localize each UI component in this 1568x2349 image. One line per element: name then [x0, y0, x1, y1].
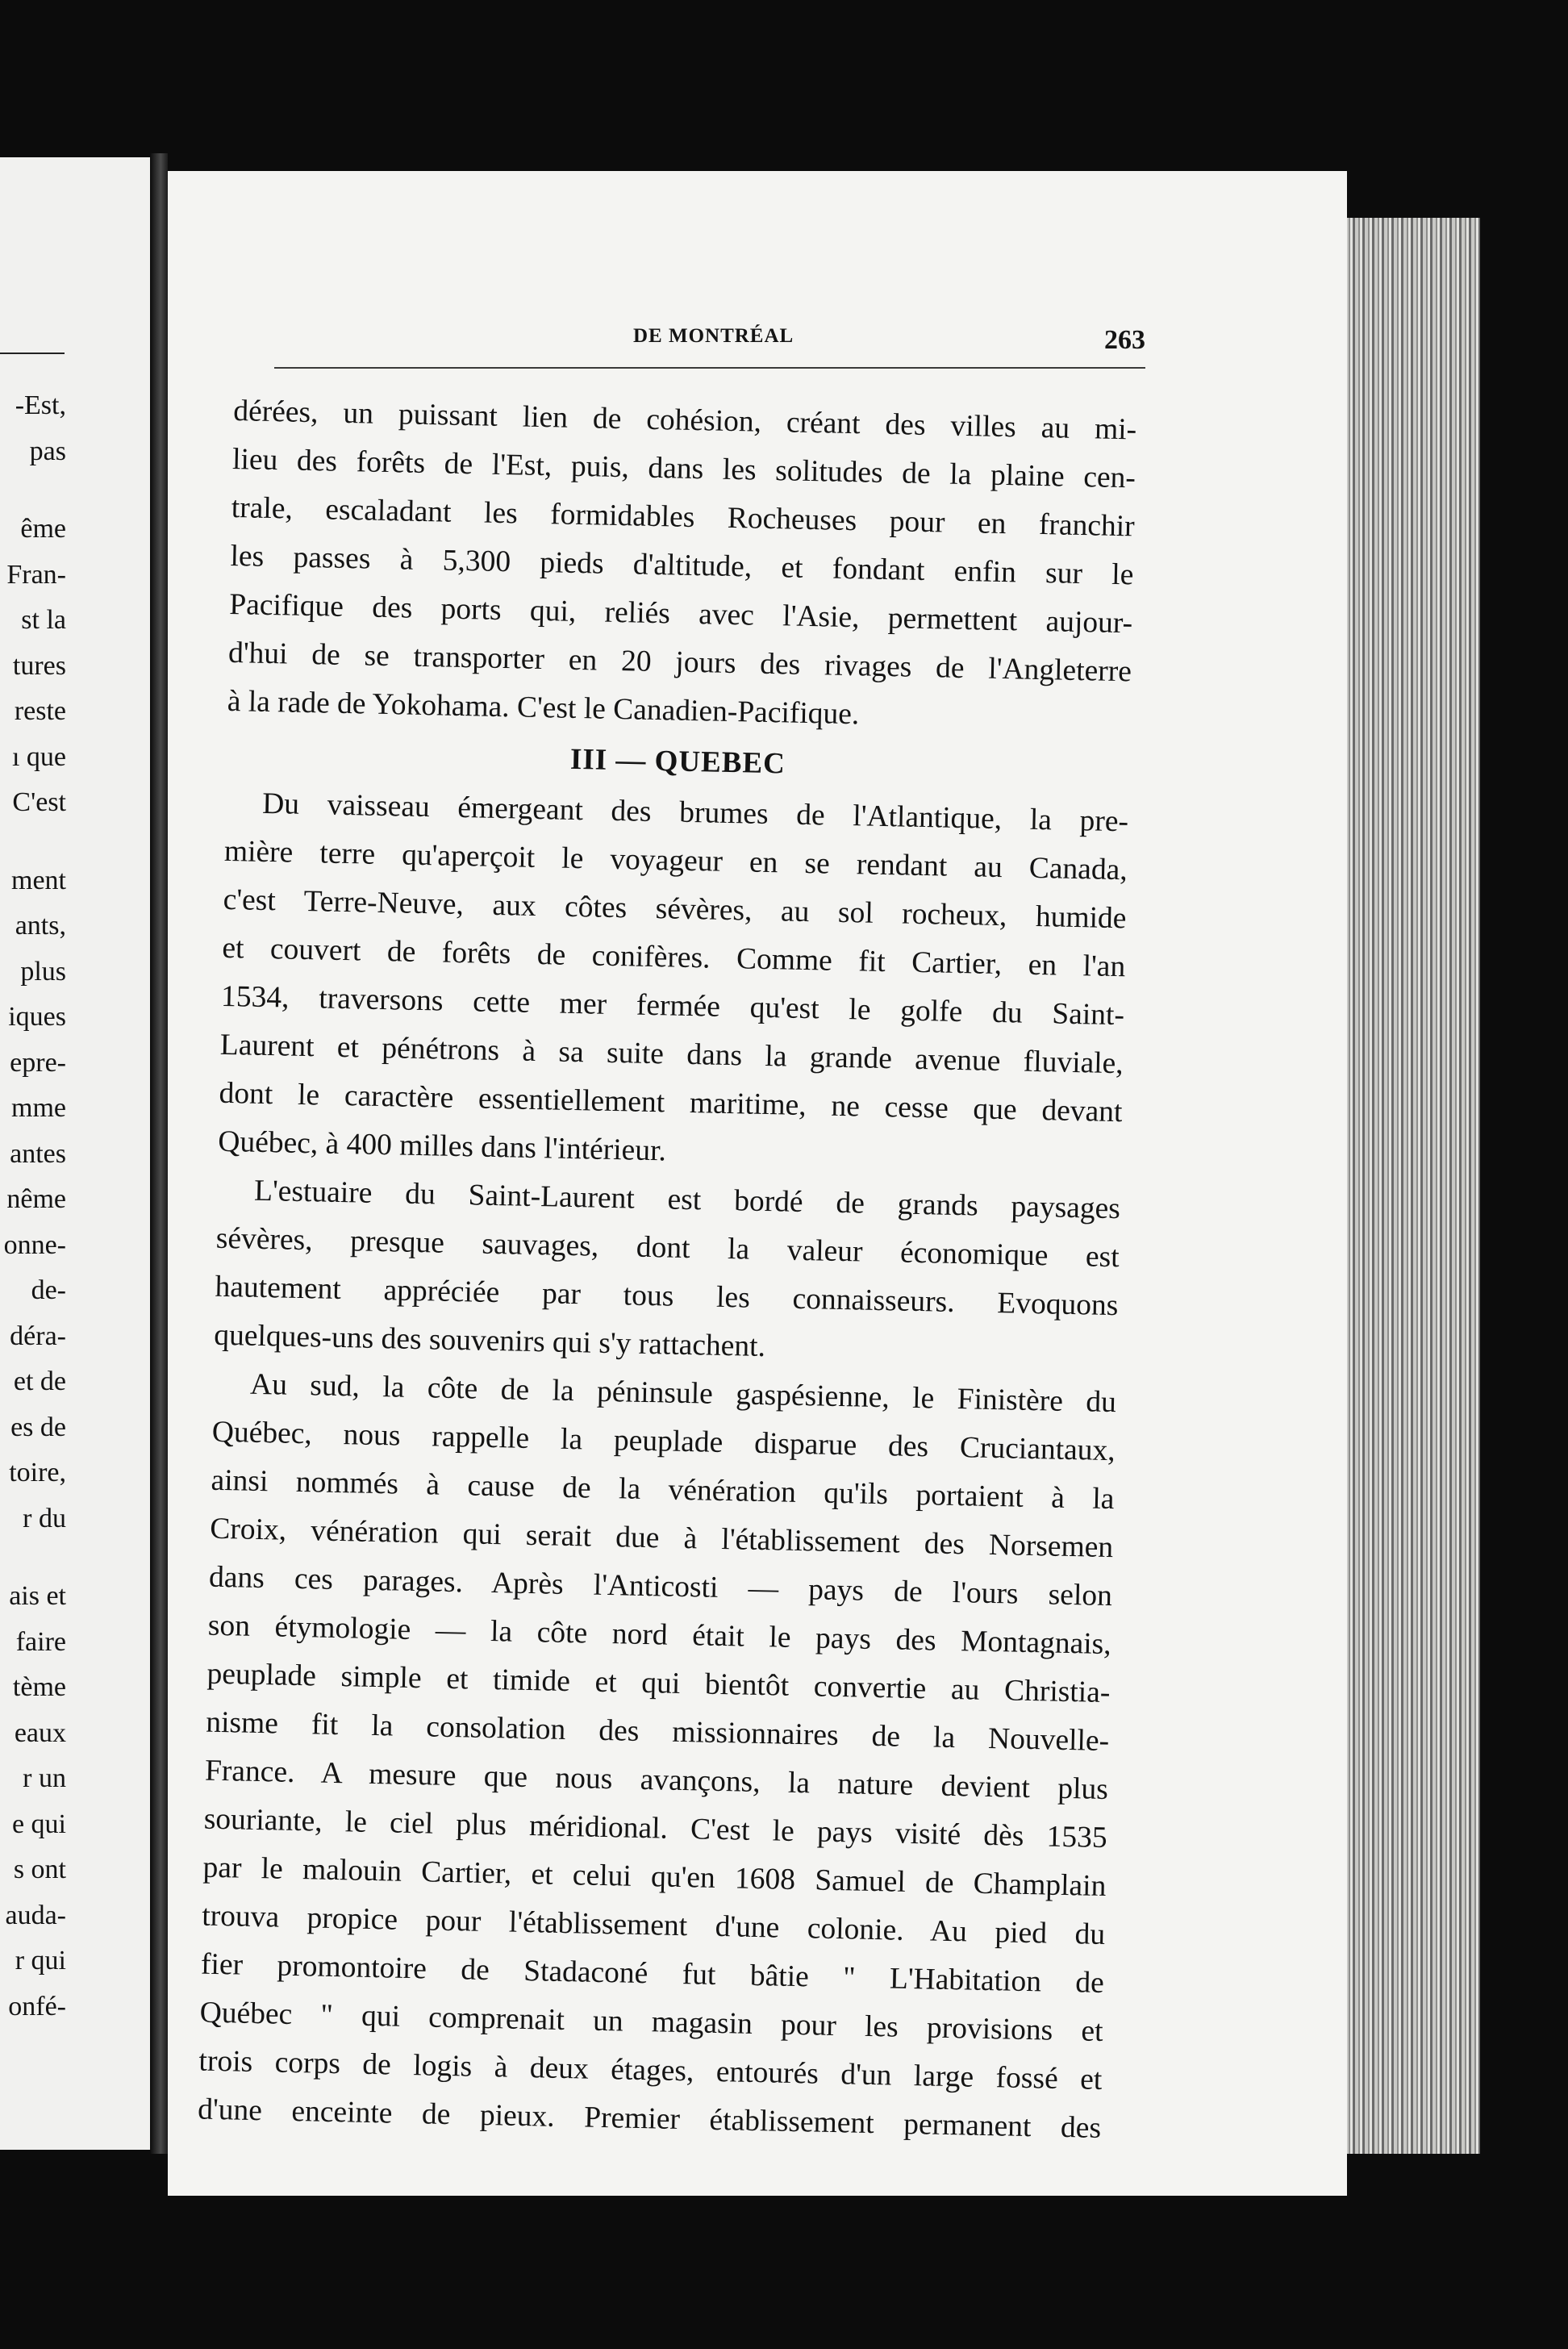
- text-line: Québec, à 400 milles dans l'intérieur.: [217, 1124, 667, 1168]
- text-line: Au sud, la côte de la péninsule gaspésienne, le Finistère du: [249, 1367, 1117, 1420]
- left-line: mme: [11, 1093, 66, 1123]
- text-line: Du vaisseau émergeant des brumes de l'Atlantique, la pre-: [261, 786, 1129, 839]
- text-line: Québec, nous rappelle la peuplade disparue des Cruciantaux,: [211, 1415, 1116, 1468]
- left-line: es de: [10, 1412, 66, 1442]
- left-line: tures: [12, 650, 66, 681]
- text-line: Québec " qui comprenait un magasin pour les provisions et: [199, 1996, 1103, 2049]
- book-gutter: [150, 153, 168, 2154]
- text-line: hautement appréciée par tous les connaisseurs. Evoquons: [215, 1270, 1119, 1323]
- left-line: -Est,: [15, 390, 66, 420]
- left-line-gap: [0, 826, 66, 858]
- text-line: dérées, un puissant lien de cohésion, créant des villes au mi-: [232, 394, 1137, 447]
- left-line: plus: [20, 956, 66, 987]
- left-line: ment: [11, 865, 66, 895]
- page-edges: [1343, 218, 1480, 2154]
- text-line: et couvert de forêts de conifères. Comme fit Cartier, en l'an: [222, 931, 1126, 984]
- text-line: dont le caractère essentiellement maritime, ne cesse que devant: [219, 1076, 1123, 1129]
- text-line: à la rade de Yokohama. C'est le Canadien-Pacifique.: [227, 684, 860, 732]
- text-line: dans ces parages. Après l'Anticosti — pays de l'ours selon: [208, 1560, 1113, 1613]
- left-line: antes: [10, 1138, 66, 1169]
- left-line: toire,: [9, 1458, 66, 1487]
- intro-paragraph: [227, 387, 1137, 745]
- text-line: d'hui de se transporter en 20 jours des rivages de l'Angleterre: [227, 636, 1132, 689]
- left-line: r un: [23, 1763, 66, 1793]
- left-line: ême: [20, 514, 66, 544]
- text-line: les passes à 5,300 pieds d'altitude, et fondant enfin sur le: [230, 539, 1134, 592]
- text-line: par le malouin Cartier, et celui qu'en 1608 Samuel de Champlain: [202, 1850, 1107, 1904]
- left-line: et de: [13, 1366, 66, 1396]
- paragraph-estuaire: [214, 1166, 1121, 1379]
- text-line: nisme fit la consolation des missionnaires de la Nouvelle-: [205, 1705, 1110, 1759]
- text-line: Pacifique des ports qui, reliés avec l'Asie, permettent aujour-: [228, 587, 1133, 640]
- left-line: nême: [6, 1184, 66, 1214]
- left-line: déra-: [10, 1321, 66, 1351]
- text-line: France. A mesure que nous avançons, la nature devient plus: [204, 1754, 1109, 1807]
- left-line: pas: [29, 436, 66, 466]
- running-head-title: DE MONTRÉAL: [633, 325, 794, 347]
- left-line: onfé-: [8, 1991, 66, 2021]
- text-line: trouva propice pour l'établissement d'une colonie. Au pied du: [201, 1899, 1106, 1952]
- left-line: ı que: [11, 741, 66, 772]
- left-line: reste: [14, 696, 66, 726]
- running-head: [274, 319, 1145, 369]
- text-line: d'une enceinte de pieux. Premier établissement permanent des: [197, 2092, 1102, 2145]
- left-line: s ont: [13, 1855, 66, 1884]
- text-line: trois corps de logis à deux étages, entourés d'un large fossé et: [198, 2044, 1103, 2097]
- text-line: lieu des forêts de l'Est, puis, dans les solitudes de la plaine cen-: [231, 442, 1136, 495]
- text-line: peuplade simple et timide et qui bientôt convertie au Christia-: [206, 1657, 1111, 1710]
- left-page-rule: [0, 353, 65, 354]
- left-line: C'est: [12, 787, 66, 817]
- text-line: fier promontoire de Stadaconé fut bâtie " L'Habitation de: [200, 1947, 1105, 2001]
- text-line: Croix, vénération qui serait due à l'établissement des Norsemen: [209, 1512, 1114, 1565]
- text-line: ainsi nommés à cause de la vénération qu'ils portaient à la: [211, 1463, 1115, 1517]
- text-line: mière terre qu'aperçoit le voyageur en se rendant au Canada,: [223, 834, 1128, 887]
- left-line: e qui: [11, 1809, 66, 1839]
- left-line: ants,: [15, 911, 66, 941]
- left-line: eaux: [14, 1717, 66, 1748]
- left-page-text: [0, 383, 66, 2030]
- text-line: c'est Terre-Neuve, aux côtes sévères, au sol rocheux, humide: [223, 882, 1127, 936]
- left-line: de-: [31, 1275, 66, 1305]
- left-line: auda-: [5, 1900, 66, 1930]
- text-line: L'estuaire du Saint-Laurent est bordé de grands paysages: [253, 1174, 1121, 1226]
- left-page: [0, 157, 150, 2150]
- text-line: quelques-uns des souvenirs qui s'y rattachent.: [213, 1318, 766, 1364]
- paragraph-gaspesie: [198, 1360, 1117, 2153]
- left-line: onne-: [3, 1229, 66, 1260]
- text-line: trale, escaladant les formidables Rocheuses pour en franchir: [231, 490, 1136, 544]
- text-line: 1534, traversons cette mer fermée qu'est le golfe du Saint-: [220, 979, 1125, 1033]
- left-line: tème: [12, 1672, 66, 1702]
- text-line: souriante, le ciel plus méridional. C'est le pays visité dès 1535: [203, 1802, 1108, 1855]
- left-line: epre-: [10, 1047, 66, 1078]
- section-heading: III — QUEBEC: [569, 742, 786, 781]
- text-line: sévères, presque sauvages, dont la valeur économique est: [215, 1221, 1120, 1275]
- left-line: ais et: [9, 1581, 66, 1611]
- text-line: son étymologie — la côte nord était le pays des Montagnais,: [207, 1608, 1112, 1662]
- text-line: Laurent et pénétrons à sa suite dans la grande avenue fluviale,: [219, 1028, 1124, 1081]
- page-number: 263: [1104, 325, 1145, 355]
- paragraph-terre-neuve: [218, 779, 1129, 1185]
- left-line: st la: [21, 605, 66, 635]
- left-line: faire: [15, 1626, 66, 1657]
- left-line-gap: [0, 1542, 66, 1574]
- left-line: iques: [8, 1002, 66, 1032]
- left-line: r du: [23, 1503, 66, 1533]
- body-text: [198, 387, 1137, 2153]
- left-line: Fran-: [6, 559, 66, 590]
- left-line-gap: [0, 474, 66, 507]
- left-line: r qui: [15, 1946, 66, 1976]
